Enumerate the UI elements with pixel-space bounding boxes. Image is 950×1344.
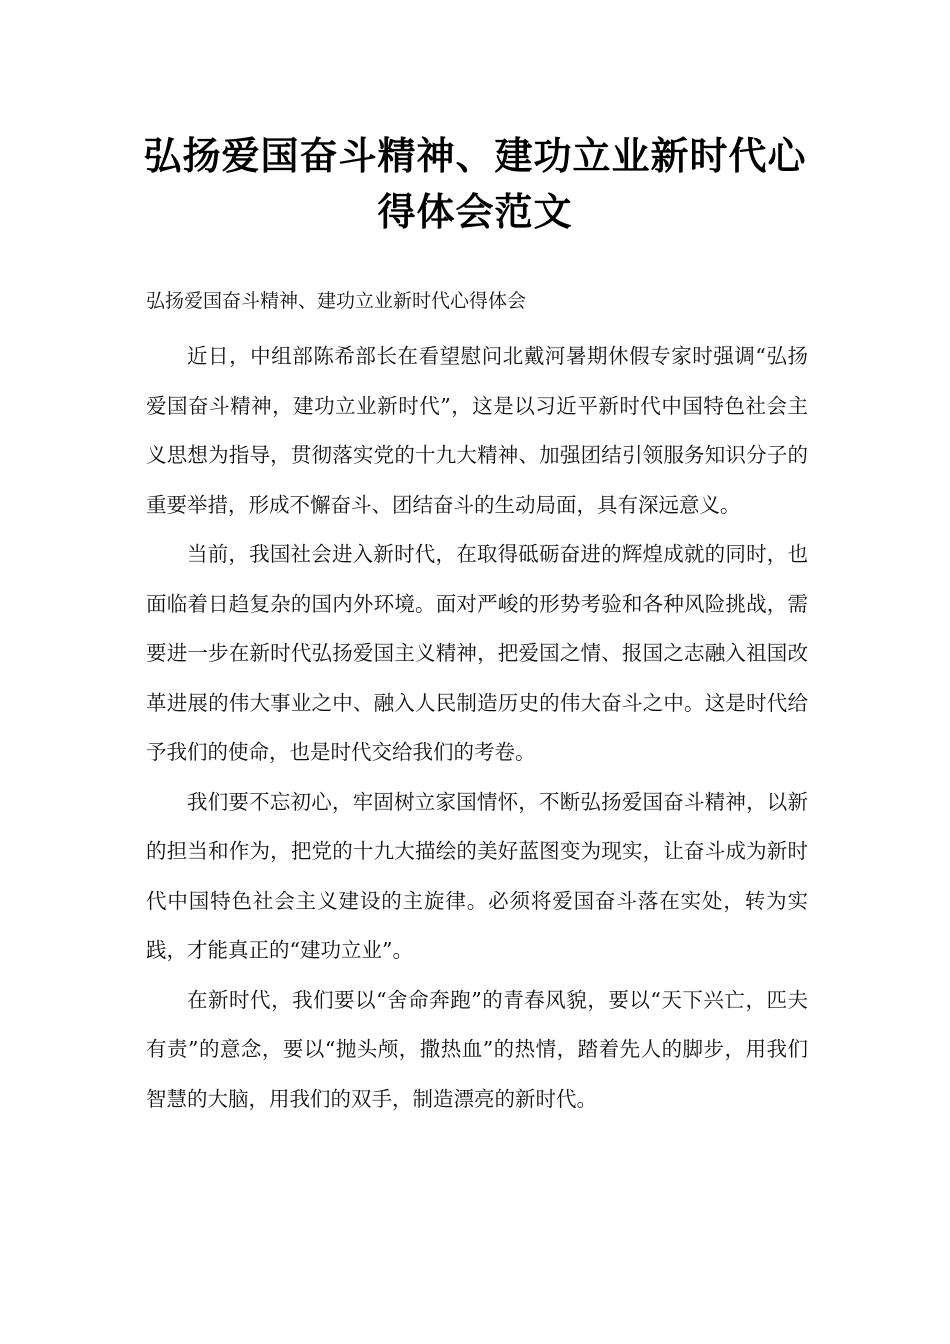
paragraph: 当前，我国社会进入新时代，在取得砥砺奋进的辉煌成就的同时，也面临着日趋复杂的国内外环境。面对严峻的形势考验和各种风险挑战，需要进一步在新时代弘扬爱国主义精神，把爱国之情、报国之志融入祖国改革进展的伟大事业之中、融入人民制造历史的伟大奋斗之中。这是时代给予我们的使命，也是时代交给我们的考卷。: [146, 542, 808, 764]
document-body: [146, 332, 808, 1124]
paragraph: 我们要不忘初心，牢固树立家国情怀，不断弘扬爱国奋斗精神，以新的担当和作为，把党的十九大描绘的美好蓝图变为现实，让奋斗成为新时代中国特色社会主义建设的主旋律。必须将爱国奋斗落在实处，转为实践，才能真正的“建功立业”。: [146, 789, 808, 962]
paragraph: 近日，中组部陈希部长在看望慰问北戴河暑期休假专家时强调“弘扬爱国奋斗精神，建功立业新时代”，这是以习近平新时代中国特色社会主义思想为指导，贯彻落实党的十九大精神、加强团结引领服务知识分子的重要举措，形成不懈奋斗、团结奋斗的生动局面，具有深远意义。: [146, 344, 808, 517]
paragraph: 在新时代，我们要以“舍命奔跑”的青春风貌，要以“天下兴亡，匹夫有责”的意念，要以“抛头颅，撒热血”的热情，踏着先人的脚步，用我们智慧的大脑，用我们的双手，制造漂亮的新时代。: [146, 987, 808, 1111]
document-subtitle: 弘扬爱国奋斗精神、建功立业新时代心得体会: [146, 290, 527, 312]
document-title: 弘扬爱国奋斗精神、建功立业新时代心得体会范文: [143, 134, 807, 234]
